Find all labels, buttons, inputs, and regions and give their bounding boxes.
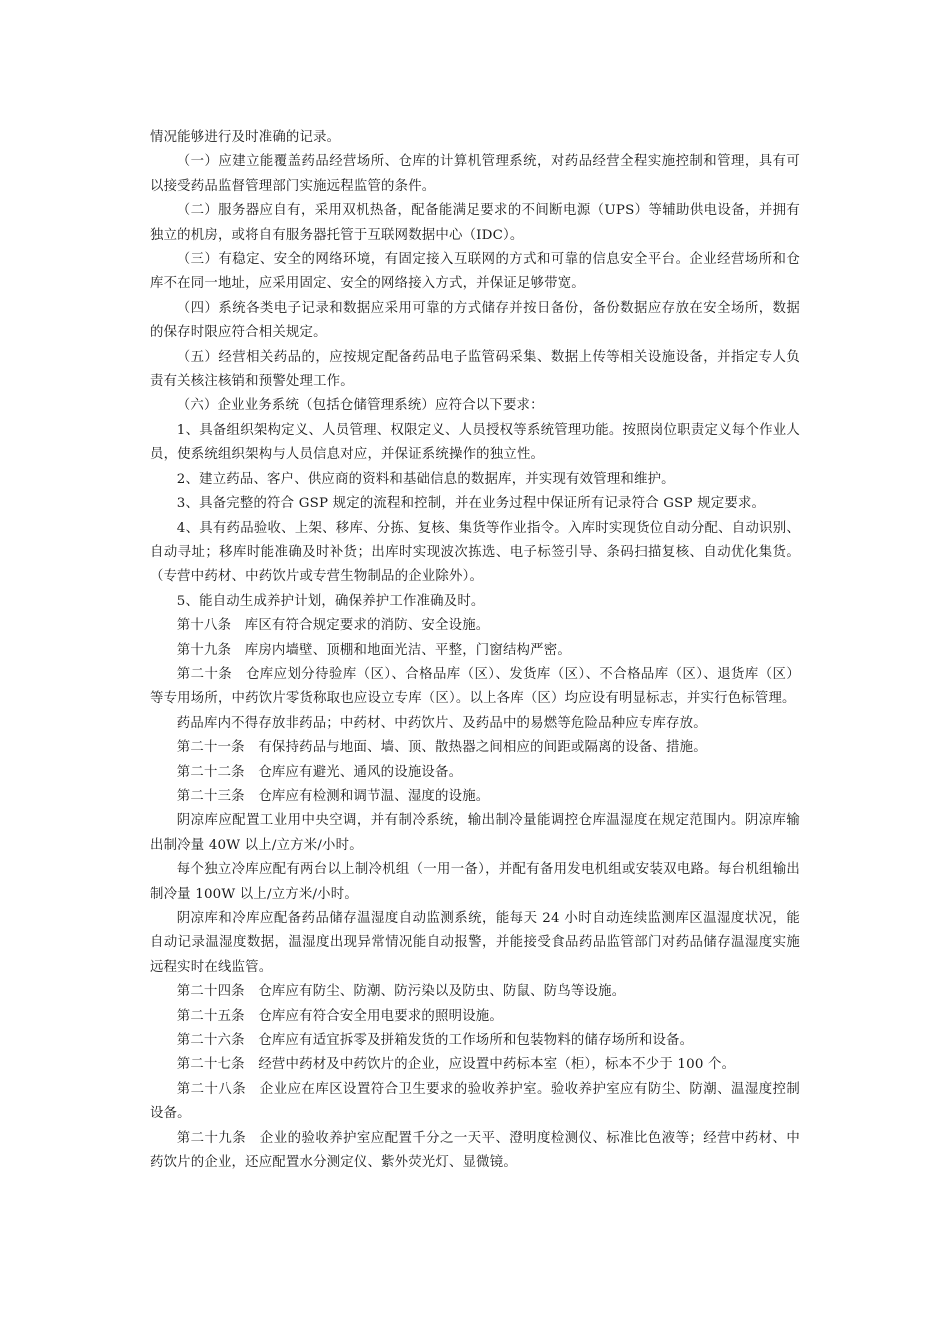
paragraph: 药品库内不得存放非药品；中药材、中药饮片、及药品中的易燃等危险品种应专库存放。: [176, 715, 707, 731]
article-paragraph: 第二十四条 仓库应有防尘、防潮、防污染以及防虫、防鼠、防鸟等设施。: [176, 984, 626, 1000]
paragraph: 2、建立药品、客户、供应商的资料和基础信息的数据库，并实现有效管理和维护。: [176, 471, 675, 487]
article-paragraph: 第二十三条 仓库应有检测和调节温、湿度的设施。: [176, 788, 490, 804]
article-paragraph: 第二十六条 仓库应有适宜拆零及拼箱发货的工作场所和包装物料的储存场所和设备。: [176, 1033, 694, 1049]
paragraph: （六）企业业务系统（包括仓储管理系统）应符合以下要求：: [176, 398, 544, 414]
article-paragraph: 第二十二条 仓库应有避光、通风的设施设备。: [176, 764, 463, 780]
paragraph: 阴凉库和冷库应配备药品储存温湿度自动监测系统，能每天 24 小时自动连续监测库区温湿度状况，能自动记录温湿度数据，温湿度出现异常情况能自动报警，并能接受食品药品监管部门对药品储存温湿度实施远程实时在线监管。: [150, 911, 800, 975]
paragraph: 每个独立冷库应配有两台以上制冷机组（一用一备），并配有备用发电机组或安装双电路。每台机组输出制冷量 100W 以上/立方米/小时。: [150, 862, 800, 902]
article-paragraph: 第十九条 库房内墙壁、顶棚和地面光洁、平整，门窗结构严密。: [176, 642, 571, 658]
paragraph: （一）应建立能覆盖药品经营场所、仓库的计算机管理系统，对药品经营全程实施控制和管理，具有可以接受药品监督管理部门实施远程监管的条件。: [150, 154, 800, 194]
paragraph: 阴凉库应配置工业用中央空调，并有制冷系统，输出制冷量能调控仓库温湿度在规定范围内。阴凉库输出制冷量 40W 以上/立方米/小时。: [150, 813, 800, 853]
paragraph: （三）有稳定、安全的网络环境，有固定接入互联网的方式和可靠的信息安全平台。企业经营场所和仓库不在同一地址，应采用固定、安全的网络接入方式，并保证足够带宽。: [150, 252, 800, 292]
paragraph: 3、具备完整的符合 GSP 规定的流程和控制，并在业务过程中保证所有记录符合 GSP 规定要求。: [176, 496, 766, 512]
paragraph: （四）系统各类电子记录和数据应采用可靠的方式储存并按日备份，备份数据应存放在安全场所，数据的保存时限应符合相关规定。: [150, 300, 800, 341]
document-page: [150, 126, 800, 1175]
article-paragraph: 第二十七条 经营中药材及中药饮片的企业，应设置中药标本室（柜），标本不少于 100 个。: [176, 1057, 736, 1073]
article-paragraph: 第二十五条 仓库应有符合安全用电要求的照明设施。: [176, 1008, 503, 1024]
article-paragraph: 第二十条 仓库应划分待验库（区）、合格品库（区）、发货库（区）、不合格品库（区）、退货库（区）等专用场所，中药饮片零货称取也应设立专库（区）。以上各库（区）均应设有明显标志，并实行色标管理。: [150, 666, 800, 707]
article-paragraph: 第二十一条 有保持药品与地面、墙、顶、散热器之间相应的间距或隔离的设备、措施。: [176, 740, 707, 756]
article-paragraph: 第二十八条 企业应在库区设置符合卫生要求的验收养护室。验收养护室应有防尘、防潮、温湿度控制设备。: [150, 1081, 800, 1122]
paragraph: 4、具有药品验收、上架、移库、分拣、复核、集货等作业指令。入库时实现货位自动分配、自动识别、自动寻址；移库时能准确及时补货；出库时实现波次拣选、电子标签引导、条码扫描复核、自动优化集货。（专营中药材、中药饮片或专营生物制品的企业除外）。: [150, 520, 800, 585]
article-paragraph: 第二十九条 企业的验收养护室应配置千分之一天平、澄明度检测仪、标准比色液等；经营中药材、中药饮片的企业，还应配置水分测定仪、紫外荧光灯、显微镜。: [150, 1130, 800, 1171]
paragraph: 1、具备组织架构定义、人员管理、权限定义、人员授权等系统管理功能。按照岗位职责定义每个作业人员，使系统组织架构与人员信息对应，并保证系统操作的独立性。: [150, 422, 800, 463]
paragraph: 5、能自动生成养护计划，确保养护工作准确及时。: [176, 593, 485, 609]
article-paragraph: 第十八条 库区有符合规定要求的消防、安全设施。: [176, 618, 490, 634]
paragraph: （二）服务器应自有，采用双机热备，配备能满足要求的不间断电源（UPS）等辅助供电设备，并拥有独立的机房，或将自有服务器托管于互联网数据中心（IDC）。: [150, 203, 800, 243]
paragraph: （五）经营相关药品的，应按规定配备药品电子监管码采集、数据上传等相关设施设备，并指定专人负责有关核注核销和预警处理工作。: [150, 349, 800, 390]
paragraph: 情况能够进行及时准确的记录。: [150, 130, 341, 145]
